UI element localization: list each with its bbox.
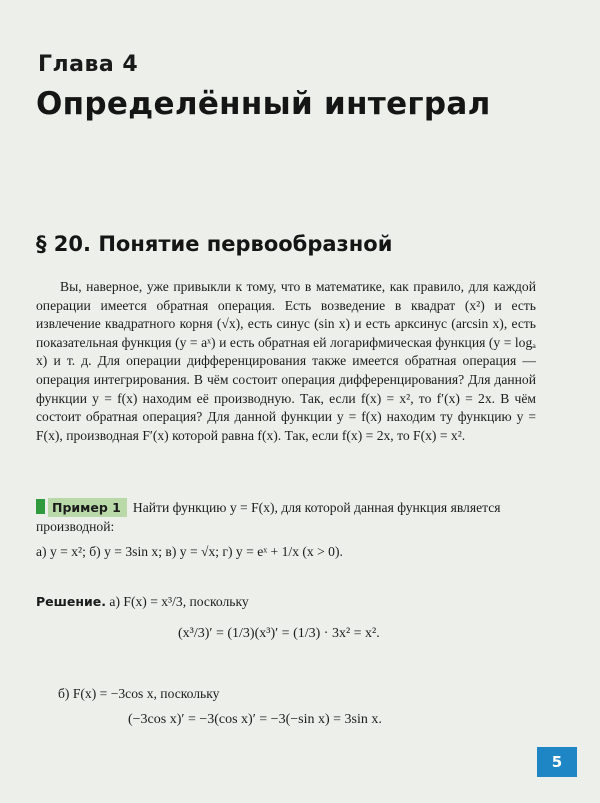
solution-line-a xyxy=(36,594,536,610)
example-block xyxy=(36,498,536,536)
page-number: 5 xyxy=(551,753,563,771)
formula-b: (−3cos x)′ = −3(cos x)′ = −3(−sin x) = 3sin x. xyxy=(128,712,382,727)
example-label: Пример 1 xyxy=(48,498,127,517)
example-items: а) y = x²; б) y = 3sin x; в) y = √x; г) y = eˣ + 1/x (x > 0). xyxy=(36,544,343,559)
example-text: Найти функцию y = F(x), для которой данная функция является производной: xyxy=(36,500,501,534)
chapter-heading: Глава 4 xyxy=(38,52,139,77)
chapter-title: Определённый интеграл xyxy=(36,86,491,122)
page-number-badge xyxy=(537,747,577,777)
example-marker xyxy=(36,499,45,514)
intro-text: Вы, наверное, уже привыкли к тому, что в математике, как правило, для каждой операции имеется обратная операция. Есть возведение в квадрат (x²) и есть извлечение квадратного корня (√x), есть синус (sin x) и есть арксинус (arcsin x), есть показательная функция (y = aˣ) и есть обратная ей логарифмическая функция (y = logₐ x) и т. д. Для операции дифференцирования также имеется обратная операция — операция интегрирования. В чём состоит операция дифференцирования? Для данной функции y = f(x) находим её производную. Так, если f(x) = x², то f′(x) = 2x. В чём состоит обратная операция? Для данной функции y = f(x) находим ту функцию y = F(x), производная F′(x) которой равна f(x). Так, если f(x) = 2x, то F(x) = x². xyxy=(36,279,536,443)
formula-a: (x³/3)′ = (1/3)(x³)′ = (1/3) · 3x² = x². xyxy=(178,626,380,641)
solution-a-text: а) F(x) = x³/3, поскольку xyxy=(109,594,249,609)
section-heading: § 20. Понятие первообразной xyxy=(36,232,393,256)
solution-label: Решение. xyxy=(36,594,107,609)
solution-b-text: б) F(x) = −3cos x, поскольку xyxy=(58,686,220,701)
intro-paragraph xyxy=(36,278,536,445)
